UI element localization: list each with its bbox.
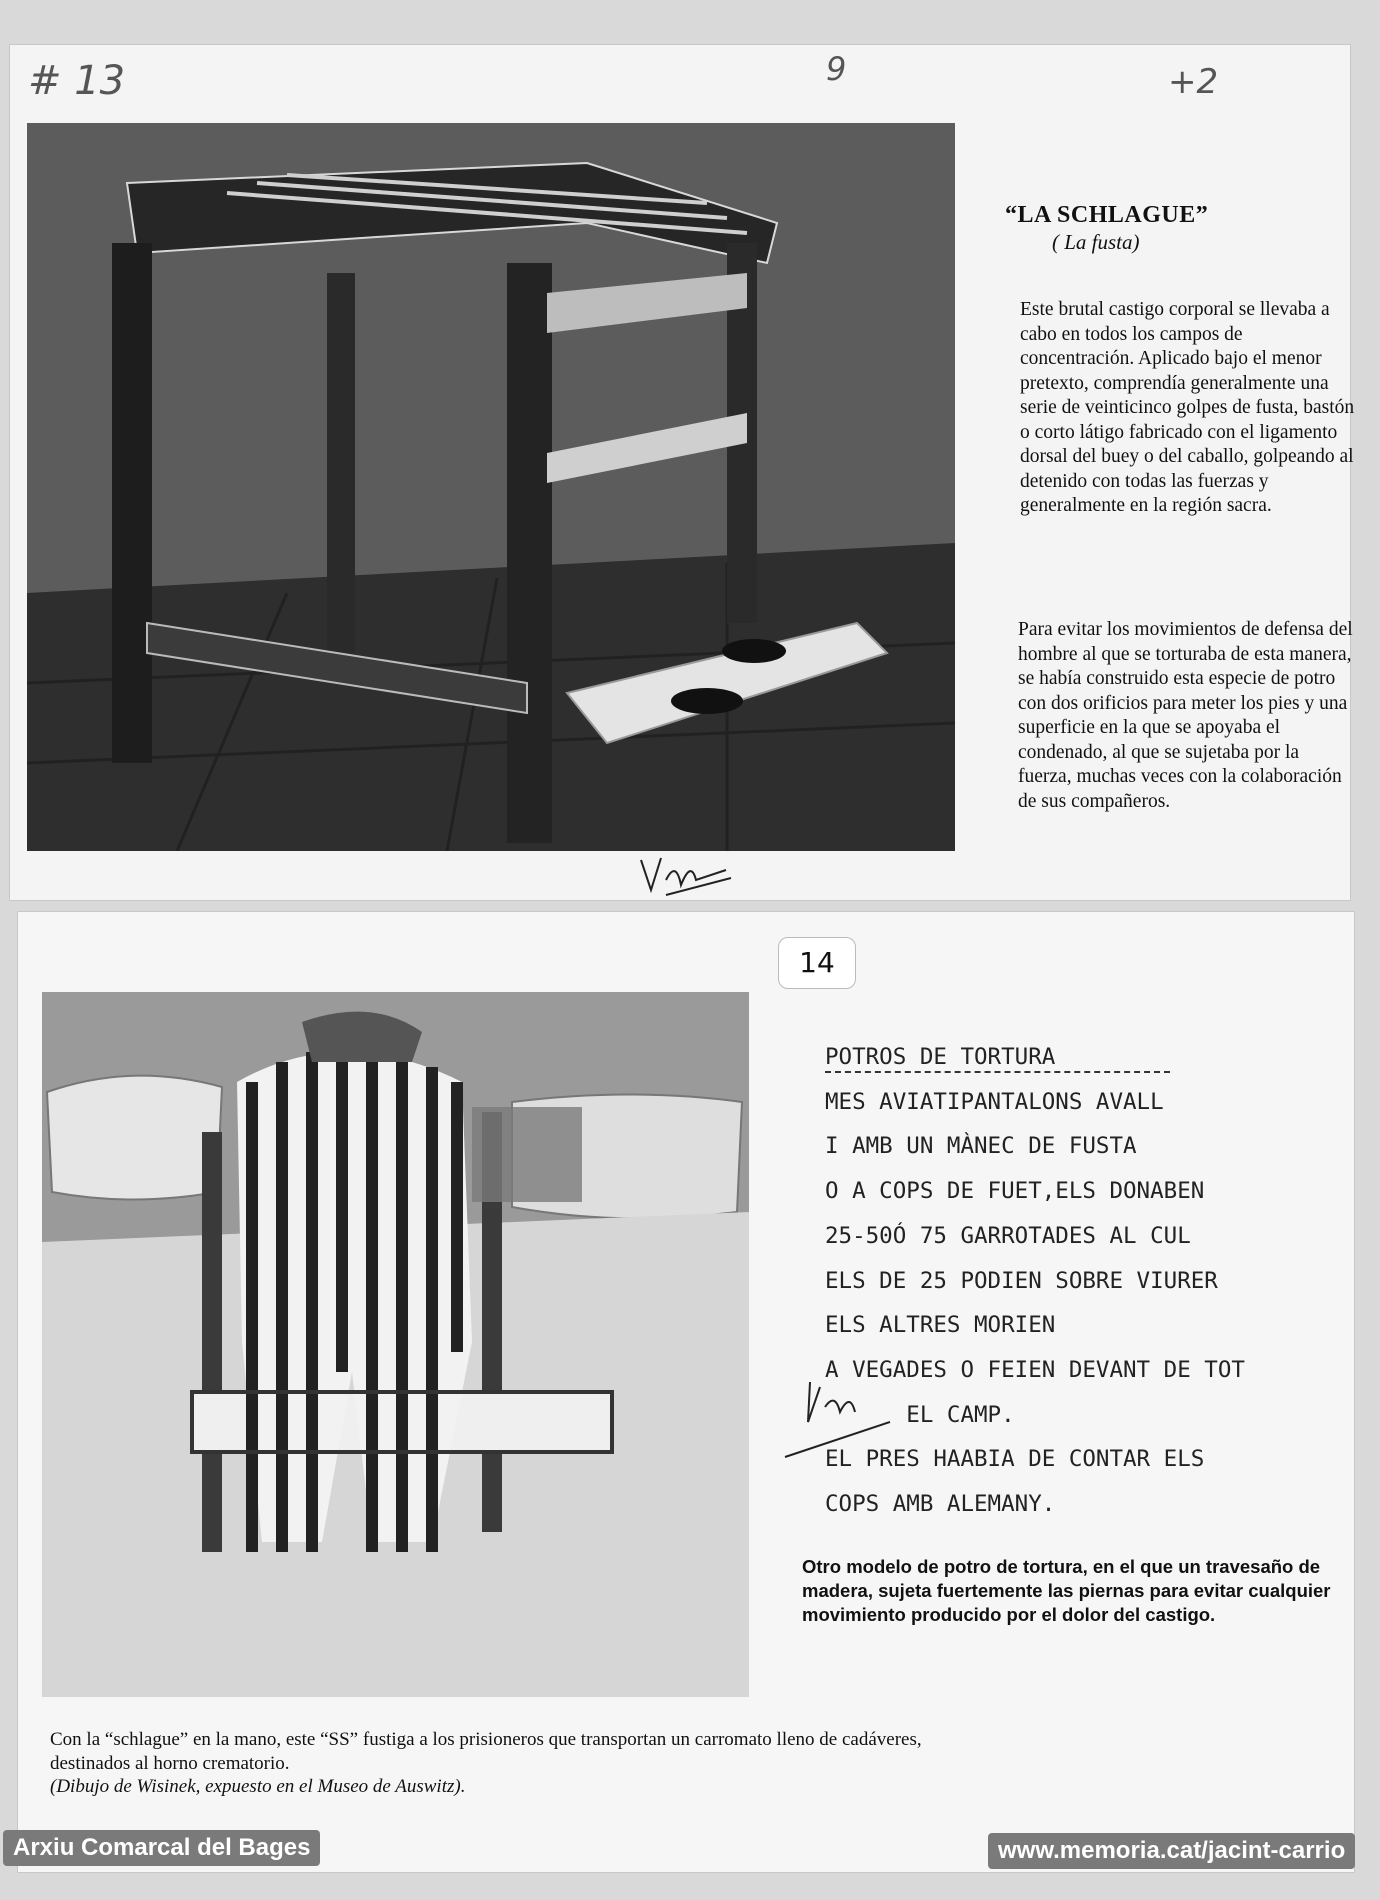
signature-top	[636, 850, 736, 900]
prisoner-on-rack-illustration	[42, 992, 749, 1697]
drawing-caption-credit: (Dibujo de Wisinek, expuesto en el Museo de Auswitz).	[50, 1776, 466, 1797]
typed-line: ELS ALTRES MORIEN	[825, 1312, 1056, 1339]
typed-line: ELS DE 25 PODIEN SOBRE VIURER	[825, 1267, 1218, 1294]
archive-watermark: Arxiu Comarcal del Bages	[3, 1830, 320, 1866]
flogging-bench-illustration	[27, 123, 955, 851]
typed-line-title: POTROS DE TORTURA	[825, 1043, 1170, 1073]
page-number-badge: 14	[778, 937, 856, 989]
rack-caption: Otro modelo de potro de tortura, en el que un travesaño de madera, sujeta fuertemente las piernas para evitar cualquier movimiento producido por el dolor del castigo.	[802, 1556, 1331, 1625]
handwritten-number-center: 9	[826, 50, 847, 88]
section-subtitle: ( La fusta)	[1052, 230, 1140, 254]
torture-rack-photo	[42, 992, 749, 1697]
typed-line: O A COPS DE FUET,ELS DONABEN	[825, 1178, 1205, 1205]
drawing-caption-text: Con la “schlague” en la mano, este “SS” fustiga a los prisioneros que transportan un carromato lleno de cadáveres, destinados al horno crematorio.	[50, 1729, 922, 1774]
drawing-caption	[50, 1728, 930, 1799]
signature-bottom	[780, 1372, 910, 1462]
description-paragraph-2: Para evitar los movimientos de defensa del hombre al que se torturaba de esta manera, se había construido esta especie de potro con dos orificios para meter los pies y una superficie en la que se apoyaba el condenado, al que se sujetaba por la fuerza, muchas veces con la colaboración de sus compañeros.	[1018, 619, 1353, 812]
typed-line: EL PRES HAABIA DE CONTAR ELS	[825, 1446, 1205, 1473]
flogging-bench-photo	[27, 123, 955, 851]
typed-line: 25-50Ó 75 GARROTADES AL CUL	[825, 1222, 1191, 1249]
typed-line: I AMB UN MÀNEC DE FUSTA	[825, 1133, 1137, 1160]
section-title: “LA SCHLAGUE”	[1005, 202, 1209, 228]
handwritten-number-left: # 13	[28, 58, 126, 104]
typed-line: EL CAMP.	[825, 1401, 1015, 1428]
handwritten-number-right: +2	[1168, 62, 1219, 102]
description-paragraph-1: Este brutal castigo corporal se llevaba a cabo en todos los campos de concentración. Aplicado bajo el menor pretexto, comprendía generalmente una serie de veinticinco golpes de fusta, bastón o corto látigo fabricado con el ligamento dorsal del buey o del caballo, golpeando al detenido con todas las fuerzas y generalmente en la región sacra.	[1020, 299, 1355, 516]
typed-line: A VEGADES O FEIEN DEVANT DE TOT	[825, 1356, 1245, 1383]
site-watermark: www.memoria.cat/jacint-carrio	[988, 1833, 1355, 1869]
typed-line: MES AVIATIPANTALONS AVALL	[825, 1088, 1164, 1115]
typed-line: COPS AMB ALEMANY.	[825, 1491, 1056, 1518]
